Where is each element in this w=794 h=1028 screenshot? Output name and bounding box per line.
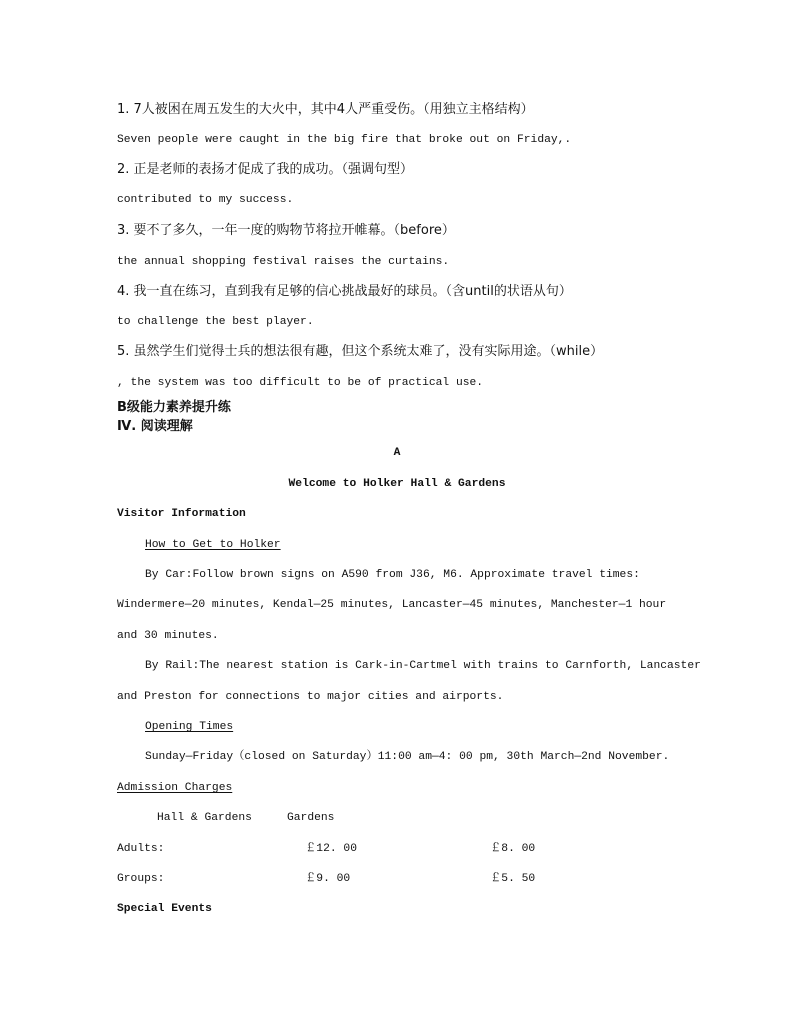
by-car-line-1: By Car:Follow brown signs on A590 from J36, M6. Approximate travel times: [145,569,640,581]
admission-row-gardens-price: ￡8. 00 [490,843,536,855]
section-iv-heading: Ⅳ. 阅读理解 [117,419,193,434]
exercise-3-answer: the annual shopping festival raises the curtains. [117,256,450,268]
opening-times-heading: Opening Times [145,721,234,733]
exercise-5-answer: , the system was too difficult to be of practical use. [117,377,484,389]
admission-charges-heading: Admission Charges [117,782,233,794]
opening-times-text: Sunday—Friday（closed on Saturday）11:00 am—4: 00 pm, 30th March—2nd November. [145,751,670,763]
by-car-line-2: Windermere—20 minutes, Kendal—25 minutes, Lancaster—45 minutes, Manchester—1 hour [117,599,667,611]
by-rail-line-2: and Preston for connections to major cities and airports. [117,691,504,703]
admission-row-hall-price: ￡9. 00 [305,873,351,885]
admission-row-label: Groups: [117,873,165,885]
admission-column-hall-gardens: Hall & Gardens [157,812,252,824]
section-b-heading: B级能力素养提升练 [117,400,231,415]
exercise-2-answer: contributed to my success. [117,194,294,206]
exercise-4-answer: to challenge the best player. [117,316,314,328]
by-rail-line-1: By Rail:The nearest station is Cark-in-Cartmel with trains to Carnforth, Lancaster [145,660,701,672]
exercise-1-prompt: 1. 7人被困在周五发生的大火中，其中4人严重受伤。（用独立主格结构） [117,102,534,117]
admission-column-gardens: Gardens [287,812,335,824]
how-to-get-heading: How to Get to Holker [145,539,281,551]
special-events-heading: Special Events [117,903,212,915]
by-car-line-3: and 30 minutes. [117,630,219,642]
exercise-3-prompt: 3. 要不了多久，一年一度的购物节将拉开帷幕。（before） [117,223,455,238]
exercise-1-answer: Seven people were caught in the big fire that broke out on Friday,. [117,134,572,146]
admission-row-label: Adults: [117,843,165,855]
exercise-5-prompt: 5. 虽然学生们觉得士兵的想法很有趣，但这个系统太难了，没有实际用途。（while） [117,344,604,359]
exercise-4-prompt: 4. 我一直在练习，直到我有足够的信心挑战最好的球员。（含until的状语从句） [117,284,572,299]
admission-row-hall-price: ￡12. 00 [305,843,357,855]
exercise-2-prompt: 2. 正是老师的表扬才促成了我的成功。（强调句型） [117,162,414,177]
passage-title: Welcome to Holker Hall & Gardens [288,478,506,490]
visitor-info-heading: Visitor Information [117,508,246,520]
passage-label: A [393,447,401,459]
admission-row-gardens-price: ￡5. 50 [490,873,536,885]
